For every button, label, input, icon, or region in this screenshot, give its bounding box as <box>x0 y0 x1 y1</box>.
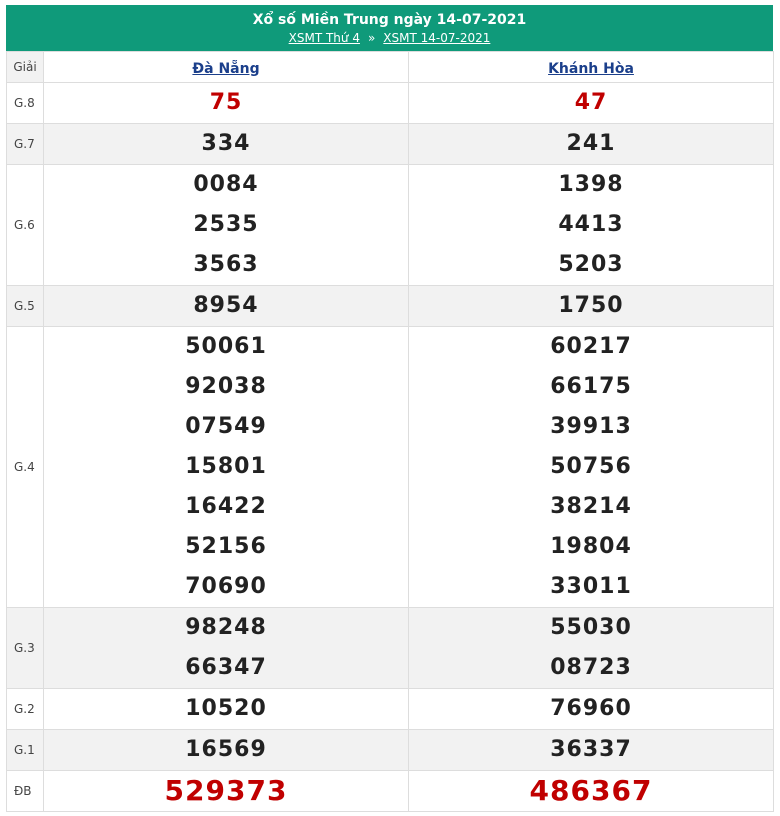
lottery-number: 76960 <box>550 696 632 721</box>
lottery-number: 1398 <box>558 172 624 197</box>
lottery-number: 5203 <box>558 252 624 277</box>
lottery-number: 0084 <box>193 172 259 197</box>
breadcrumb <box>6 30 773 46</box>
prize-column-header: Giải <box>7 52 44 83</box>
prize-row-g-5 <box>7 286 774 327</box>
result-cell-khanh-hoa <box>409 730 774 771</box>
prize-label: G.6 <box>7 165 44 286</box>
prize-row-g-6 <box>7 165 774 286</box>
result-cell-da-nang <box>44 730 409 771</box>
prize-row-g-8 <box>7 83 774 124</box>
result-cell-da-nang <box>44 286 409 327</box>
lottery-number: 98248 <box>185 615 267 640</box>
prize-label: G.3 <box>7 608 44 689</box>
lottery-number: 33011 <box>550 574 632 599</box>
lottery-number: 07549 <box>185 414 267 439</box>
result-cell-khanh-hoa <box>409 608 774 689</box>
lottery-number: 52156 <box>185 534 267 559</box>
lottery-number: 529373 <box>164 774 288 807</box>
lottery-number: 334 <box>201 131 251 156</box>
lottery-number: 60217 <box>550 334 632 359</box>
lottery-number: 3563 <box>193 252 259 277</box>
results-table <box>6 51 774 812</box>
breadcrumb-separator: » <box>367 31 376 45</box>
result-cell-khanh-hoa <box>409 327 774 608</box>
lottery-number: 92038 <box>185 374 267 399</box>
lottery-number: 486367 <box>529 774 653 807</box>
result-cell-da-nang <box>44 83 409 124</box>
prize-row-g-1 <box>7 730 774 771</box>
result-cell-da-nang <box>44 124 409 165</box>
prize-row-g-3 <box>7 608 774 689</box>
prize-row-db <box>7 771 774 812</box>
lottery-number: 66175 <box>550 374 632 399</box>
result-cell-da-nang <box>44 165 409 286</box>
lottery-number: 75 <box>209 90 243 115</box>
lottery-number: 241 <box>566 131 616 156</box>
lottery-number: 38214 <box>550 494 632 519</box>
lottery-number: 10520 <box>185 696 267 721</box>
lottery-number: 50756 <box>550 454 632 479</box>
province-link-da-nang[interactable]: Đà Nẵng <box>192 60 260 77</box>
result-cell-da-nang <box>44 608 409 689</box>
result-cell-khanh-hoa <box>409 124 774 165</box>
lottery-number: 55030 <box>550 615 632 640</box>
province-header-khanh-hoa <box>409 52 774 83</box>
result-cell-khanh-hoa <box>409 286 774 327</box>
lottery-number: 4413 <box>558 212 624 237</box>
table-header-row <box>7 52 774 83</box>
prize-row-g-7 <box>7 124 774 165</box>
lottery-number: 16569 <box>185 737 267 762</box>
lottery-number: 36337 <box>550 737 632 762</box>
result-cell-da-nang <box>44 771 409 812</box>
result-cell-khanh-hoa <box>409 771 774 812</box>
prize-row-g-2 <box>7 689 774 730</box>
prize-label: G.4 <box>7 327 44 608</box>
results-title: Xổ số Miền Trung ngày 14-07-2021 <box>252 12 527 28</box>
xsmt-weekday-link[interactable]: XSMT Thứ 4 <box>288 31 360 45</box>
province-header-da-nang <box>44 52 409 83</box>
lottery-number: 15801 <box>185 454 267 479</box>
results-header <box>6 5 773 51</box>
prize-label: G.1 <box>7 730 44 771</box>
lottery-number: 1750 <box>558 293 624 318</box>
result-cell-da-nang <box>44 327 409 608</box>
prize-label: ĐB <box>7 771 44 812</box>
lottery-number: 39913 <box>550 414 632 439</box>
lottery-number: 47 <box>574 90 608 115</box>
xsmt-date-link[interactable]: XSMT 14-07-2021 <box>383 31 491 45</box>
province-link-khanh-hoa[interactable]: Khánh Hòa <box>548 60 634 77</box>
prize-label: G.7 <box>7 124 44 165</box>
result-cell-khanh-hoa <box>409 165 774 286</box>
prize-label: G.5 <box>7 286 44 327</box>
prize-label: G.2 <box>7 689 44 730</box>
lottery-number: 2535 <box>193 212 259 237</box>
prize-label: G.8 <box>7 83 44 124</box>
result-cell-khanh-hoa <box>409 689 774 730</box>
lottery-number: 70690 <box>185 574 267 599</box>
result-cell-da-nang <box>44 689 409 730</box>
lottery-number: 8954 <box>193 293 259 318</box>
lottery-number: 08723 <box>550 655 632 680</box>
lottery-number: 16422 <box>185 494 267 519</box>
lottery-number: 50061 <box>185 334 267 359</box>
result-cell-khanh-hoa <box>409 83 774 124</box>
lottery-results-panel <box>6 5 773 812</box>
lottery-number: 66347 <box>185 655 267 680</box>
prize-row-g-4 <box>7 327 774 608</box>
lottery-number: 19804 <box>550 534 632 559</box>
